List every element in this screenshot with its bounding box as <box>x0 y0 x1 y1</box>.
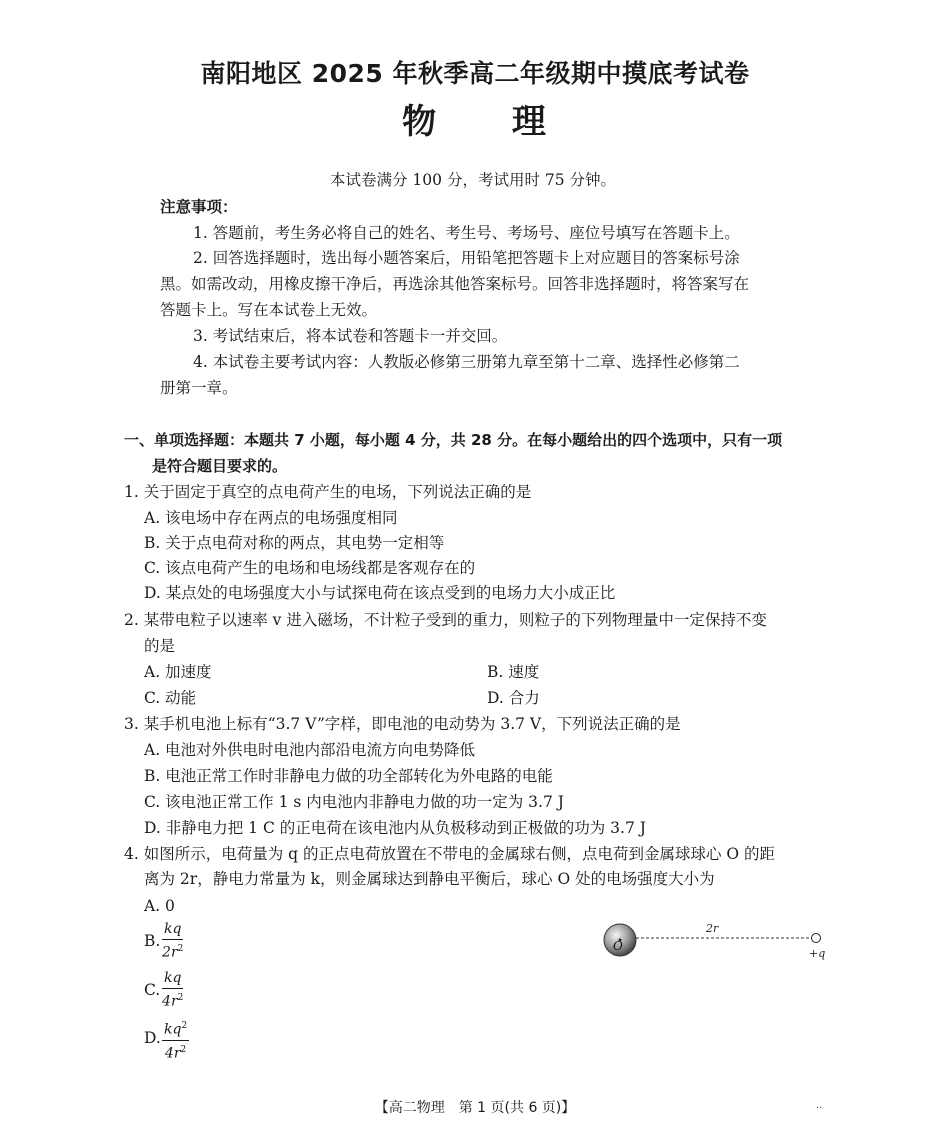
q4-option-b-denominator: 2r <box>162 944 178 961</box>
q1-option-b: B. 关于点电荷对称的两点，其电势一定相等 <box>144 534 445 552</box>
exam-info: 本试卷满分 100 分，考试用时 75 分钟。 <box>330 171 617 189</box>
q1-option-d: D. 某点处的电场强度大小与试探电荷在该点受到的电场力大小成正比 <box>144 584 616 602</box>
q1-option-c: C. 该点电荷产生的电场和电场线都是客观存在的 <box>144 559 476 577</box>
q3-option-a: A. 电池对外供电时电池内部沿电流方向电势降低 <box>144 741 476 759</box>
q2-option-d: D. 合力 <box>487 689 540 707</box>
q3-stem: 3. 某手机电池上标有“3.7 V”字样，即电池的电动势为 3.7 V，下列说法正确的是 <box>124 715 681 733</box>
q1-stem: 1. 关于固定于真空的点电荷产生的电场，下列说法正确的是 <box>124 483 532 501</box>
note-2-line-3: 答题卡上。写在本试卷上无效。 <box>160 301 378 319</box>
q4-option-d-fraction <box>162 1018 189 1062</box>
q4-option-c-exponent: 2 <box>177 993 184 1003</box>
subject-title: 物 理 <box>402 102 548 142</box>
section-heading-line-1: 一、单项选择题：本题共 7 小题，每小题 4 分，共 28 分。在每小题给出的四个选项中，只有一项 <box>124 431 783 449</box>
note-2-line-2: 黑。如需改动，用橡皮擦干净后，再选涂其他答案标号。回答非选择题时，将答案写在 <box>160 275 750 293</box>
q4-option-b-numerator: kq <box>162 921 183 940</box>
q3-option-b: B. 电池正常工作时非静电力做的功全部转化为外电路的电能 <box>144 767 553 785</box>
note-3: 3. 考试结束后，将本试卷和答题卡一并交回。 <box>193 327 508 345</box>
point-charge-label: +q <box>809 947 826 960</box>
q4-option-b-label: B. <box>144 932 161 950</box>
q4-option-a: A. 0 <box>144 897 175 915</box>
q3-option-c: C. 该电池正常工作 1 s 内电池内非静电力做的功一定为 3.7 J <box>144 793 564 811</box>
note-4-line-1: 4. 本试卷主要考试内容：人教版必修第三册第九章至第十二章、选择性必修第二 <box>193 353 740 371</box>
q4-option-d-denominator: 4r <box>164 1045 181 1062</box>
distance-label: 2r <box>706 922 719 935</box>
q4-option-b-exponent: 2 <box>177 944 184 954</box>
q4-option-d-label: D. <box>144 1029 161 1047</box>
q2-stem-line-2: 的是 <box>144 637 176 655</box>
note-4-line-2: 册第一章。 <box>160 379 238 397</box>
q4-option-c-denominator: 4r <box>162 993 178 1010</box>
page-footer: 【高二物理 第 1 页(共 6 页)】 <box>374 1100 576 1116</box>
sphere-center-label: O <box>613 939 623 953</box>
note-2-line-1: 2. 回答选择题时，选出每小题答案后，用铅笔把答题卡上对应题目的答案标号涂 <box>193 249 740 267</box>
q4-option-c-label: C. <box>144 981 161 999</box>
q4-figure <box>598 912 838 968</box>
point-charge <box>812 934 821 943</box>
q4-option-d-num-exponent: 2 <box>181 1021 188 1031</box>
notes-heading: 注意事项： <box>160 198 238 216</box>
q4-option-d-den-exponent: 2 <box>180 1044 187 1055</box>
q4-stem-line-1: 4. 如图所示，电荷量为 q 的正点电荷放置在不带电的金属球右侧，点电荷到金属球球心 O 的距 <box>124 845 776 863</box>
q2-stem-line-1: 2. 某带电粒子以速率 v 进入磁场，不计粒子受到的重力，则粒子的下列物理量中一定保持不变 <box>124 611 767 629</box>
q4-option-c-numerator: kq <box>162 970 183 989</box>
q4-stem-line-2: 离为 2r，静电力常量为 k，则金属球达到静电平衡后，球心 O 处的电场强度大小为 <box>144 870 715 888</box>
q4-option-c-fraction <box>162 970 183 1011</box>
q2-option-c: C. 动能 <box>144 689 197 707</box>
note-1: 1. 答题前，考生务必将自己的姓名、考生号、考场号、座位号填写在答题卡上。 <box>193 224 740 242</box>
q4-option-d-numerator: kq <box>164 1021 182 1038</box>
section-heading-line-2: 是符合题目要求的。 <box>152 457 288 475</box>
q4-option-b-fraction <box>162 921 183 962</box>
q2-option-b: B. 速度 <box>487 663 540 681</box>
corner-mark: .. <box>816 1100 823 1111</box>
q3-option-d: D. 非静电力把 1 C 的正电荷在该电池内从负极移动到正极做的功为 3.7 J <box>144 819 646 837</box>
exam-title: 南阳地区 2025 年秋季高二年级期中摸底考试卷 <box>200 59 750 88</box>
q1-option-a: A. 该电场中存在两点的电场强度相同 <box>144 509 398 527</box>
q2-option-a: A. 加速度 <box>144 663 212 681</box>
